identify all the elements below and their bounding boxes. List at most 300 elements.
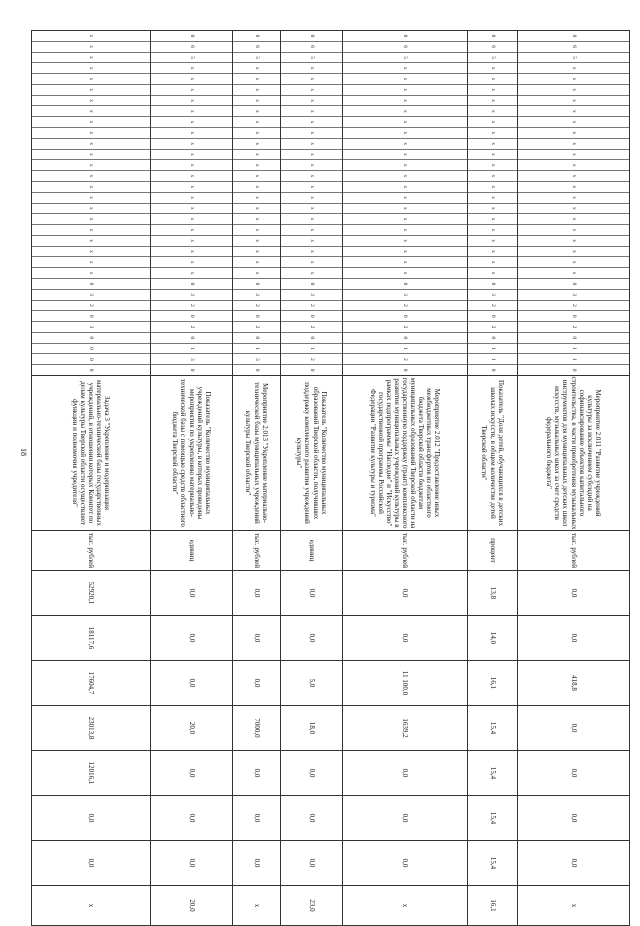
- code-digit: х: [233, 193, 280, 204]
- description-cell: Показатель "Количество муниципальных образований Тверской области, получивших поддержку комплексного развития учреждений культуры": [281, 376, 343, 531]
- code-digit: х: [343, 257, 467, 268]
- code-digit: х: [468, 139, 517, 150]
- code-digit: х: [343, 128, 467, 139]
- value-cell: 15,4: [468, 706, 518, 751]
- code-digit: х: [518, 171, 629, 182]
- code-digit: х: [233, 85, 280, 96]
- code-digit: х: [343, 150, 467, 161]
- code-digit: х: [32, 85, 150, 96]
- value-cell: 13,8: [468, 571, 518, 616]
- value-cell: 0,0: [343, 571, 468, 616]
- code-digit: 0: [402, 368, 409, 372]
- value-cell: 52920,1: [32, 571, 151, 616]
- description-cell: Мероприятие 2.012 "Предоставление иных межбюджетных трансфертов из областного бюджета Тверской области бюджетам муниципальных образований Тверской области на государственную поддержку (грант) комплексного развития муниципальных учреждений культуры в рамках подпрограммы "Наследие" и "Искусство" государственной программы Российской Федерации "Развитие культуры и туризма": [343, 376, 468, 531]
- value-cell: 23,0: [281, 886, 343, 926]
- code-digit: 0: [253, 368, 260, 372]
- code-digit: 0: [343, 31, 467, 42]
- code-digit: х: [468, 204, 517, 215]
- code-digit: х: [32, 204, 150, 215]
- value-cell: 0,0: [518, 706, 630, 751]
- value-cell: 20,0: [151, 886, 233, 926]
- code-digit: х: [281, 106, 342, 117]
- code-digit: х: [151, 268, 232, 279]
- code-digit: 0: [518, 279, 629, 290]
- code-digit: х: [281, 247, 342, 258]
- value-cell: 15,4: [468, 796, 518, 841]
- code-digit: х: [233, 139, 280, 150]
- code-digit: 0: [281, 333, 342, 344]
- code-digit: х: [233, 171, 280, 182]
- code-digit: х: [343, 96, 467, 107]
- table-stage: [32, 30, 630, 912]
- code-digit: х: [281, 171, 342, 182]
- code-digit: х: [151, 236, 232, 247]
- code-digit: х: [151, 63, 232, 74]
- unit-cell: единиц: [281, 531, 343, 571]
- code-digit: 0: [468, 333, 517, 344]
- code-digit: х: [233, 204, 280, 215]
- code-digit: х: [518, 96, 629, 107]
- code-digit: х: [281, 85, 342, 96]
- code-digit: х: [468, 96, 517, 107]
- code-digit: 0: [518, 31, 629, 42]
- code-digit: х: [151, 247, 232, 258]
- code-digit: х: [518, 117, 629, 128]
- unit-cell: единиц: [151, 531, 233, 571]
- code-digit: х: [32, 42, 150, 53]
- code-digit: 2: [151, 301, 232, 312]
- code-digit: 3: [151, 354, 232, 365]
- code-digit: х: [233, 96, 280, 107]
- value-cell: 16,1: [468, 661, 518, 706]
- code-digit: 2: [518, 322, 629, 333]
- code-digit: х: [518, 85, 629, 96]
- code-digit: х: [233, 128, 280, 139]
- unit-cell: тыс. рублей: [32, 531, 151, 571]
- code-digit: 3: [151, 290, 232, 301]
- code-digit: х: [468, 63, 517, 74]
- code-digit: х: [32, 257, 150, 268]
- code-digit: х: [281, 214, 342, 225]
- code-digit: 0: [32, 354, 150, 365]
- code-digit: х: [281, 268, 342, 279]
- code-digit: х: [343, 193, 467, 204]
- code-digit: 6: [151, 42, 232, 53]
- code-digit: 0: [32, 311, 150, 322]
- code-digit: х: [151, 257, 232, 268]
- code-digit: х: [233, 74, 280, 85]
- code-digit: 0: [281, 31, 342, 42]
- code-digit: х: [468, 150, 517, 161]
- value-cell: 0,0: [518, 751, 630, 796]
- code-digit: х: [32, 139, 150, 150]
- budget-code-cell: [281, 31, 343, 376]
- code-digit: 0: [343, 333, 467, 344]
- code-digit: 2: [343, 322, 467, 333]
- unit-cell: тыс. рублей: [518, 531, 630, 571]
- code-digit: х: [32, 236, 150, 247]
- value-cell: 0,0: [233, 616, 281, 661]
- code-digit: х: [343, 171, 467, 182]
- code-digit: х: [518, 257, 629, 268]
- code-digit: 0: [468, 279, 517, 290]
- code-digit: 1: [343, 344, 467, 355]
- code-digit: 0: [151, 279, 232, 290]
- code-digit: х: [281, 236, 342, 247]
- code-digit: 0: [32, 344, 150, 355]
- code-digit: х: [518, 268, 629, 279]
- value-cell: 1639,2: [343, 706, 468, 751]
- description-cell: Задача 3 "Укрепление и модернизация материально-технической базы государственных учреждений, в отношении которых Комитет по делам культуры Тверской области осуществляет функции и полномочия учредителя": [32, 376, 151, 531]
- value-cell: 0,0: [32, 796, 151, 841]
- code-digit: х: [281, 257, 342, 268]
- budget-code-cell: [518, 31, 630, 376]
- code-digit: 1: [151, 344, 232, 355]
- code-digit: х: [468, 106, 517, 117]
- code-digit: х: [233, 160, 280, 171]
- code-digit: х: [32, 182, 150, 193]
- code-digit: 2: [281, 322, 342, 333]
- code-digit: х: [233, 268, 280, 279]
- code-digit: 1: [233, 344, 280, 355]
- value-cell: 7000,0: [233, 706, 281, 751]
- code-digit: х: [468, 257, 517, 268]
- budget-code-cell: [151, 31, 233, 376]
- code-digit: х: [468, 193, 517, 204]
- code-digit: 6: [233, 42, 280, 53]
- value-cell: 0,0: [151, 616, 233, 661]
- value-cell: 23013,8: [32, 706, 151, 751]
- code-digit: 3: [233, 290, 280, 301]
- code-digit: х: [343, 85, 467, 96]
- budget-table: [31, 30, 630, 926]
- code-digit: х: [32, 247, 150, 258]
- code-digit: 2: [281, 301, 342, 312]
- code-digit: х: [151, 193, 232, 204]
- code-digit: х: [32, 193, 150, 204]
- code-digit: х: [32, 63, 150, 74]
- value-cell: 0,0: [343, 841, 468, 886]
- table-row: [233, 31, 281, 926]
- code-digit: х: [281, 63, 342, 74]
- code-digit: х: [468, 268, 517, 279]
- code-digit: 0: [233, 333, 280, 344]
- code-digit: 0: [233, 279, 280, 290]
- value-cell: х: [518, 886, 630, 926]
- code-digit: х: [281, 182, 342, 193]
- unit-cell: тыс. рублей: [343, 531, 468, 571]
- code-digit: х: [468, 128, 517, 139]
- budget-code-cell: [343, 31, 468, 376]
- code-digit: 2: [32, 301, 150, 312]
- code-digit: х: [281, 160, 342, 171]
- code-digit: 0: [233, 31, 280, 42]
- code-digit: х: [518, 236, 629, 247]
- code-digit: х: [468, 74, 517, 85]
- code-digit: 5: [281, 53, 342, 64]
- code-digit: 1: [468, 354, 517, 365]
- table-row: [468, 31, 518, 926]
- code-digit: х: [343, 247, 467, 258]
- code-digit: 0: [188, 368, 195, 372]
- code-digit: х: [343, 236, 467, 247]
- code-digit: х: [343, 106, 467, 117]
- value-cell: х: [32, 886, 151, 926]
- code-digit: 0: [570, 368, 577, 372]
- value-cell: 0,0: [281, 796, 343, 841]
- code-digit: 1: [281, 344, 342, 355]
- value-cell: 0,0: [343, 796, 468, 841]
- code-digit: х: [468, 182, 517, 193]
- budget-code-cell: [32, 31, 151, 376]
- description-cell: Мероприятие 2.013 "Укрепление материально-технической базы муниципальных учреждений культуры Тверской области": [233, 376, 281, 531]
- code-digit: х: [343, 268, 467, 279]
- code-digit: 0: [233, 311, 280, 322]
- rotated-table-wrapper: [32, 30, 630, 912]
- code-digit: 2: [233, 301, 280, 312]
- code-digit: 3: [468, 290, 517, 301]
- value-cell: 0,0: [151, 661, 233, 706]
- code-digit: х: [281, 204, 342, 215]
- code-digit: 6: [468, 42, 517, 53]
- code-digit: 2: [343, 301, 467, 312]
- code-digit: х: [233, 150, 280, 161]
- value-cell: 0,0: [343, 751, 468, 796]
- code-digit: 0: [468, 311, 517, 322]
- code-digit: х: [518, 139, 629, 150]
- code-digit: х: [32, 31, 150, 42]
- code-digit: х: [281, 225, 342, 236]
- value-cell: 0,0: [518, 796, 630, 841]
- code-digit: х: [151, 150, 232, 161]
- code-digit: х: [281, 150, 342, 161]
- code-digit: х: [343, 63, 467, 74]
- code-digit: х: [233, 117, 280, 128]
- value-cell: 11 100,0: [343, 661, 468, 706]
- code-digit: 0: [308, 368, 315, 372]
- code-digit: х: [32, 128, 150, 139]
- code-digit: 3: [518, 290, 629, 301]
- code-digit: 5: [343, 53, 467, 64]
- code-digit: х: [151, 96, 232, 107]
- value-cell: 15,4: [468, 751, 518, 796]
- code-digit: х: [518, 214, 629, 225]
- code-digit: х: [468, 117, 517, 128]
- code-digit: х: [233, 63, 280, 74]
- code-digit: х: [518, 225, 629, 236]
- code-digit: х: [518, 182, 629, 193]
- code-digit: х: [281, 117, 342, 128]
- code-digit: 2: [518, 301, 629, 312]
- description-cell: Мероприятие 2.011 "Развитие учреждений культуры за исключением субсидий на софинансирование объектов капитального строительства, в части приобретения музыкальных инструментов для муниципальных детских школ искусств, музыкальных школ за счет средств федерального бюджета": [518, 376, 630, 531]
- code-digit: 0: [468, 31, 517, 42]
- code-digit: 1: [518, 354, 629, 365]
- code-digit: 0: [281, 311, 342, 322]
- value-cell: 14,0: [468, 616, 518, 661]
- code-digit: 0: [343, 311, 467, 322]
- code-digit: х: [151, 139, 232, 150]
- code-digit: х: [518, 128, 629, 139]
- code-digit: х: [233, 182, 280, 193]
- code-digit: х: [32, 106, 150, 117]
- code-digit: х: [343, 182, 467, 193]
- code-digit: х: [518, 160, 629, 171]
- code-digit: х: [343, 139, 467, 150]
- code-digit: х: [151, 128, 232, 139]
- code-digit: х: [281, 74, 342, 85]
- value-cell: 418,8: [518, 661, 630, 706]
- code-digit: 5: [151, 53, 232, 64]
- code-digit: 0: [518, 311, 629, 322]
- value-cell: 0,0: [233, 841, 281, 886]
- code-digit: х: [468, 85, 517, 96]
- code-digit: х: [233, 247, 280, 258]
- code-digit: х: [151, 85, 232, 96]
- table-row: [151, 31, 233, 926]
- code-digit: х: [281, 193, 342, 204]
- code-digit: х: [468, 214, 517, 225]
- code-digit: 1: [518, 344, 629, 355]
- code-digit: 0: [151, 311, 232, 322]
- code-digit: 6: [281, 42, 342, 53]
- code-digit: 2: [233, 322, 280, 333]
- code-digit: 0: [88, 368, 95, 372]
- code-digit: х: [233, 236, 280, 247]
- code-digit: х: [151, 204, 232, 215]
- code-digit: х: [151, 225, 232, 236]
- unit-cell: тыс. рублей: [233, 531, 281, 571]
- code-digit: х: [518, 150, 629, 161]
- table-row: [32, 31, 151, 926]
- description-cell: Показатель "Доля детей, обучающихся в детских школах искусств, в общем количестве детей Тверской области": [468, 376, 518, 531]
- unit-cell: процент: [468, 531, 518, 571]
- table-row: [343, 31, 468, 926]
- code-digit: х: [151, 160, 232, 171]
- code-digit: х: [32, 214, 150, 225]
- code-digit: х: [468, 225, 517, 236]
- budget-code-cell: [468, 31, 518, 376]
- value-cell: 18,0: [281, 706, 343, 751]
- code-digit: х: [281, 128, 342, 139]
- value-cell: 0,0: [518, 841, 630, 886]
- code-digit: х: [343, 204, 467, 215]
- value-cell: 15,4: [468, 841, 518, 886]
- table-row: [518, 31, 630, 926]
- code-digit: х: [32, 117, 150, 128]
- value-cell: 0,0: [233, 796, 281, 841]
- code-digit: х: [32, 225, 150, 236]
- value-cell: 0,0: [151, 571, 233, 616]
- code-digit: х: [468, 236, 517, 247]
- page-number: 18: [19, 448, 28, 456]
- code-digit: 6: [518, 42, 629, 53]
- code-digit: х: [343, 225, 467, 236]
- value-cell: 17604,7: [32, 661, 151, 706]
- code-digit: х: [343, 160, 467, 171]
- value-cell: х: [233, 886, 281, 926]
- code-digit: 1: [468, 344, 517, 355]
- table-row: [281, 31, 343, 926]
- code-digit: х: [468, 160, 517, 171]
- code-digit: х: [233, 225, 280, 236]
- code-digit: х: [151, 171, 232, 182]
- code-digit: 2: [468, 301, 517, 312]
- code-digit: 3: [32, 322, 150, 333]
- value-cell: 0,0: [281, 841, 343, 886]
- code-digit: х: [233, 214, 280, 225]
- code-digit: х: [468, 171, 517, 182]
- code-digit: 0: [32, 333, 150, 344]
- value-cell: 0,0: [233, 571, 281, 616]
- code-digit: х: [343, 74, 467, 85]
- code-digit: х: [233, 257, 280, 268]
- code-digit: х: [32, 160, 150, 171]
- code-digit: 0: [281, 279, 342, 290]
- code-digit: х: [518, 193, 629, 204]
- value-cell: 0,0: [281, 571, 343, 616]
- code-digit: х: [233, 106, 280, 117]
- value-cell: 16,1: [468, 886, 518, 926]
- code-digit: х: [518, 106, 629, 117]
- code-digit: 0: [343, 279, 467, 290]
- code-digit: 2: [468, 322, 517, 333]
- value-cell: 18117,6: [32, 616, 151, 661]
- code-digit: 0: [489, 368, 496, 372]
- value-cell: 0,0: [281, 751, 343, 796]
- code-digit: х: [151, 214, 232, 225]
- value-cell: 12016,1: [32, 751, 151, 796]
- value-cell: 0,0: [233, 661, 281, 706]
- code-digit: х: [151, 182, 232, 193]
- value-cell: 0,0: [32, 841, 151, 886]
- code-digit: х: [518, 74, 629, 85]
- code-digit: 0: [518, 333, 629, 344]
- value-cell: 0,0: [151, 841, 233, 886]
- code-digit: х: [32, 150, 150, 161]
- code-digit: х: [151, 74, 232, 85]
- code-digit: 5: [518, 53, 629, 64]
- code-digit: 6: [343, 42, 467, 53]
- value-cell: х: [343, 886, 468, 926]
- value-cell: 20,0: [151, 706, 233, 751]
- code-digit: 0: [32, 279, 150, 290]
- code-digit: х: [343, 214, 467, 225]
- code-digit: х: [343, 117, 467, 128]
- value-cell: 0,0: [343, 616, 468, 661]
- value-cell: 0,0: [281, 616, 343, 661]
- code-digit: 0: [151, 31, 232, 42]
- code-digit: х: [281, 96, 342, 107]
- code-digit: х: [468, 247, 517, 258]
- code-digit: 3: [281, 290, 342, 301]
- code-digit: 2: [281, 354, 342, 365]
- value-cell: 0,0: [151, 796, 233, 841]
- code-digit: х: [518, 63, 629, 74]
- code-digit: 3: [233, 354, 280, 365]
- value-cell: 0,0: [518, 571, 630, 616]
- value-cell: 0,0: [151, 751, 233, 796]
- value-cell: 0,0: [518, 616, 630, 661]
- code-digit: х: [518, 204, 629, 215]
- code-digit: 2: [343, 354, 467, 365]
- code-digit: х: [281, 139, 342, 150]
- code-digit: 3: [32, 290, 150, 301]
- value-cell: 5,0: [281, 661, 343, 706]
- code-digit: 0: [151, 333, 232, 344]
- value-cell: 0,0: [233, 751, 281, 796]
- budget-code-cell: [233, 31, 281, 376]
- code-digit: х: [32, 96, 150, 107]
